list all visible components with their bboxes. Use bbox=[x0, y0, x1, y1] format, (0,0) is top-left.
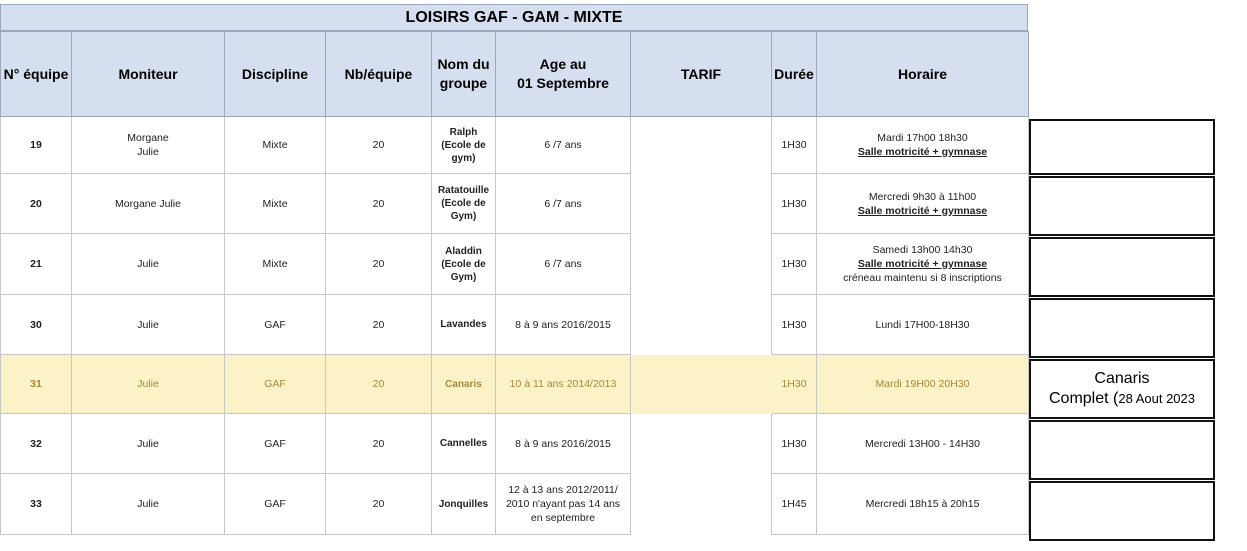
tarif-cell[interactable] bbox=[631, 295, 772, 355]
table-row[interactable] bbox=[1, 117, 1029, 174]
col-header-moniteur[interactable]: Moniteur bbox=[72, 32, 225, 117]
salle-text: Salle motricité + gymnase bbox=[857, 146, 988, 158]
discipline-cell[interactable]: Mixte bbox=[225, 234, 326, 295]
groupe-cell[interactable]: Ratatouille (Ecole de Gym) bbox=[432, 174, 496, 234]
note-box[interactable] bbox=[1029, 119, 1215, 175]
col-header-discipline[interactable]: Discipline bbox=[225, 32, 326, 117]
equipe-cell[interactable]: 20 bbox=[1, 174, 72, 234]
age-cell[interactable]: 8 à 9 ans 2016/2015 bbox=[496, 295, 631, 355]
moniteur-cell[interactable]: Julie bbox=[72, 474, 225, 535]
horaire-text: Mercredi 18h15 à 20h15 bbox=[865, 498, 980, 510]
horaire-text: Mercredi 13H00 - 14H30 bbox=[865, 437, 980, 450]
duree-cell[interactable]: 1H30 bbox=[772, 295, 817, 355]
age-cell[interactable]: 6 /7 ans bbox=[496, 234, 631, 295]
discipline-cell[interactable]: GAF bbox=[225, 414, 326, 474]
table-row[interactable] bbox=[1, 295, 1029, 355]
note-box[interactable] bbox=[1029, 359, 1215, 419]
nb-cell[interactable]: 20 bbox=[326, 414, 432, 474]
sheet-title: LOISIRS GAF - GAM - MIXTE bbox=[0, 4, 1028, 31]
col-header-horaire[interactable]: Horaire bbox=[817, 32, 1029, 117]
moniteur-cell[interactable]: Julie bbox=[72, 355, 225, 414]
moniteur-cell[interactable]: Julie bbox=[72, 414, 225, 474]
note-status bbox=[1031, 389, 1213, 409]
nb-cell[interactable]: 20 bbox=[326, 474, 432, 535]
table-row[interactable] bbox=[1, 174, 1029, 234]
tarif-cell[interactable] bbox=[631, 174, 772, 234]
note-box[interactable] bbox=[1029, 237, 1215, 297]
groupe-cell[interactable]: Canaris bbox=[432, 355, 496, 414]
duree-cell[interactable]: 1H30 bbox=[772, 174, 817, 234]
col-header-equipe[interactable]: N° équipe bbox=[1, 32, 72, 117]
note-status-text: Complet ( bbox=[1049, 390, 1119, 407]
moniteur-cell[interactable]: Morgane Julie bbox=[72, 174, 225, 234]
note-box[interactable] bbox=[1029, 176, 1215, 236]
horaire-cell[interactable] bbox=[817, 117, 1029, 174]
horaire-cell[interactable] bbox=[817, 414, 1029, 474]
discipline-cell[interactable]: GAF bbox=[225, 295, 326, 355]
equipe-cell[interactable]: 19 bbox=[1, 117, 72, 174]
groupe-cell[interactable]: Cannelles bbox=[432, 414, 496, 474]
discipline-cell[interactable]: Mixte bbox=[225, 117, 326, 174]
horaire-cell[interactable] bbox=[817, 355, 1029, 414]
equipe-cell[interactable]: 33 bbox=[1, 474, 72, 535]
age-cell[interactable]: 6 /7 ans bbox=[496, 174, 631, 234]
note-title: Canaris bbox=[1094, 370, 1150, 387]
header-row bbox=[1, 32, 1029, 117]
moniteur-cell[interactable]: Morgane Julie bbox=[72, 117, 225, 174]
discipline-cell[interactable]: GAF bbox=[225, 474, 326, 535]
tarif-cell[interactable] bbox=[631, 117, 772, 174]
table-row[interactable] bbox=[1, 234, 1029, 295]
age-cell[interactable]: 6 /7 ans bbox=[496, 117, 631, 174]
equipe-cell[interactable]: 21 bbox=[1, 234, 72, 295]
groupe-cell[interactable]: Jonquilles bbox=[432, 474, 496, 535]
schedule-table bbox=[0, 31, 1029, 535]
table-row[interactable] bbox=[1, 474, 1029, 535]
col-header-groupe[interactable]: Nom du groupe bbox=[432, 32, 496, 117]
duree-cell[interactable]: 1H30 bbox=[772, 355, 817, 414]
discipline-cell[interactable]: Mixte bbox=[225, 174, 326, 234]
nb-cell[interactable]: 20 bbox=[326, 234, 432, 295]
groupe-cell[interactable]: Lavandes bbox=[432, 295, 496, 355]
duree-cell[interactable]: 1H30 bbox=[772, 234, 817, 295]
groupe-cell[interactable]: Aladdin (Ecole de Gym) bbox=[432, 234, 496, 295]
equipe-cell[interactable]: 30 bbox=[1, 295, 72, 355]
moniteur-cell[interactable]: Julie bbox=[72, 295, 225, 355]
col-header-tarif[interactable]: TARIF bbox=[631, 32, 772, 117]
horaire-text: Lundi 17H00-18H30 bbox=[875, 318, 970, 331]
nb-cell[interactable]: 20 bbox=[326, 117, 432, 174]
equipe-cell[interactable]: 32 bbox=[1, 414, 72, 474]
age-cell[interactable]: 10 à 11 ans 2014/2013 bbox=[496, 355, 631, 414]
moniteur-cell[interactable]: Julie bbox=[72, 234, 225, 295]
col-header-duree[interactable]: Durée bbox=[772, 32, 817, 117]
table-row[interactable] bbox=[1, 355, 1029, 414]
horaire-text: Samedi 13h00 14h30 bbox=[872, 244, 973, 256]
extra-text: créneau maintenu si 8 inscriptions bbox=[843, 272, 1002, 284]
note-box[interactable] bbox=[1029, 298, 1215, 358]
note-box[interactable] bbox=[1029, 420, 1215, 480]
salle-text: Salle motricité + gymnase bbox=[857, 204, 988, 217]
age-cell[interactable]: 12 à 13 ans 2012/2011/ 2010 n'ayant pas 14 ans en septembre bbox=[496, 474, 631, 535]
nb-cell[interactable]: 20 bbox=[326, 355, 432, 414]
horaire-text: Mercredi 9h30 à 11h00 bbox=[868, 190, 977, 203]
note-box[interactable] bbox=[1029, 481, 1215, 541]
horaire-text: Mardi 17h00 18h30 bbox=[877, 132, 968, 144]
horaire-text: Mardi 19H00 20H30 bbox=[875, 378, 970, 390]
col-header-nb[interactable]: Nb/équipe bbox=[326, 32, 432, 117]
nb-cell[interactable]: 20 bbox=[326, 295, 432, 355]
tarif-cell[interactable] bbox=[631, 414, 772, 474]
table-row[interactable] bbox=[1, 414, 1029, 474]
tarif-cell[interactable] bbox=[631, 474, 772, 535]
tarif-cell[interactable] bbox=[631, 234, 772, 295]
side-notes bbox=[1029, 118, 1215, 541]
equipe-cell[interactable]: 31 bbox=[1, 355, 72, 414]
groupe-cell[interactable]: Ralph (Ecole de gym) bbox=[432, 117, 496, 174]
duree-cell[interactable]: 1H30 bbox=[772, 414, 817, 474]
horaire-cell[interactable] bbox=[817, 234, 1029, 295]
salle-text: Salle motricité + gymnase bbox=[857, 258, 988, 270]
tarif-cell[interactable] bbox=[631, 355, 772, 414]
horaire-cell[interactable] bbox=[817, 174, 1029, 234]
col-header-age[interactable]: Age au 01 Septembre bbox=[496, 32, 631, 117]
horaire-cell[interactable] bbox=[817, 474, 1029, 535]
note-date: 28 Aout 2023 bbox=[1118, 391, 1195, 406]
discipline-cell[interactable]: GAF bbox=[225, 355, 326, 414]
duree-cell[interactable]: 1H30 bbox=[772, 117, 817, 174]
duree-cell[interactable]: 1H45 bbox=[772, 474, 817, 535]
horaire-cell[interactable] bbox=[817, 295, 1029, 355]
age-cell[interactable]: 8 à 9 ans 2016/2015 bbox=[496, 414, 631, 474]
nb-cell[interactable]: 20 bbox=[326, 174, 432, 234]
